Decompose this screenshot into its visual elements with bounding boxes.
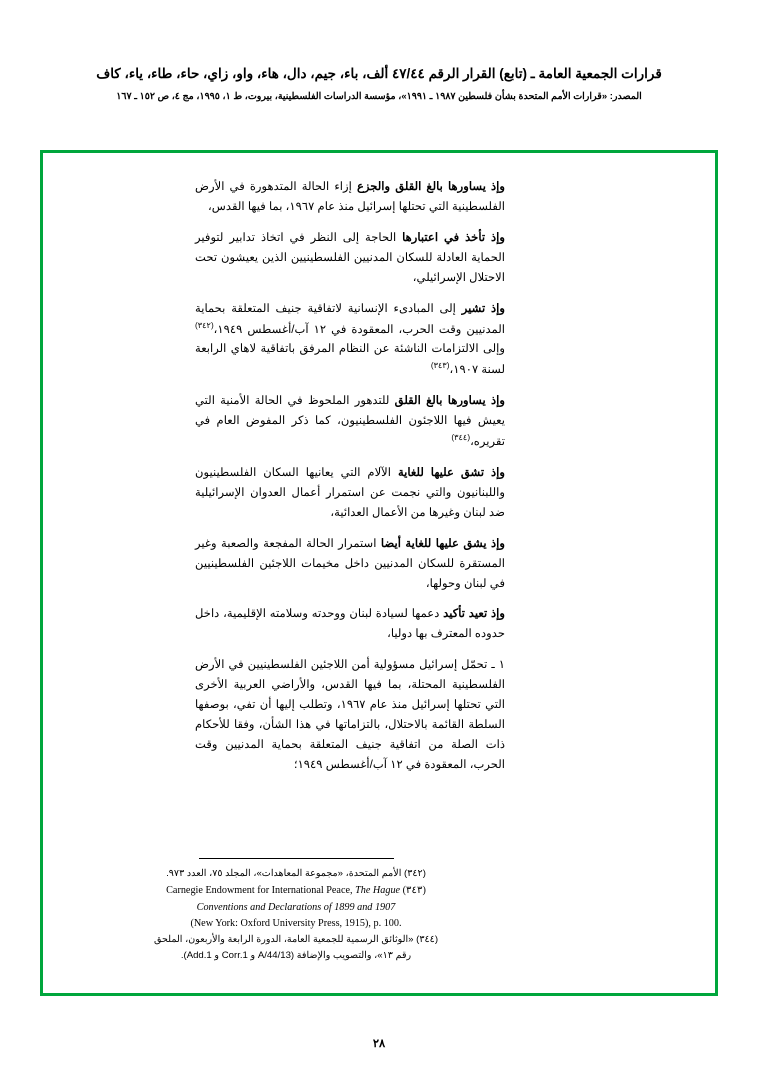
paragraph [195,391,505,452]
paragraph-rest: للتدهور الملحوظ في الحالة الأمنية التي يعيش فيها اللاجئون الفلسطينيون، كما ذكر المفوض العام في تقريره، [195,394,505,448]
paragraph-lead: وإذ تشق عليها للغاية [397,465,505,479]
paragraph-lead: وإذ تأخذ في اعتبارها [402,230,505,244]
paragraph-rest: ١ ـ تحمّل إسرائيل مسؤولية أمن اللاجئين الفلسطينيين في الأرض الفلسطينية المحتلة، بما فيها القدس، والأراضي العربية الأخرى التي تحتلها إسرائيل منذ عام ١٩٦٧، وتطلب إليها أن تفي، بوصفها السلطة القائمة بالاحتلال، بالتزاماتها في هذا الشأن، وفقا للأحكام ذات الصلة من اتفاقية جنيف المتعلقة بحماية المدنيين وقت الحرب، المعقودة في ١٢ آب/أغسطس ١٩٤٩؛ [195,658,505,772]
footnote-343-italic-2: Conventions and Declarations of 1899 and 1907 [196,901,396,913]
footnote-343-marker: (٣٤٣) [402,884,426,896]
paragraph-lead: وإذ تعيد تأكيد [443,607,505,621]
footnote-ref: (٣٤٣) [430,361,450,371]
paragraph-lead: وإذ تشير [461,301,506,315]
paragraph-tail: وإلى الالتزامات الناشئة عن النظام المرفق باتفاقية لاهاي الرابعة لسنة ١٩٠٧، [195,342,505,377]
footnote-ref: (٣٤٢) [195,320,214,330]
footnote-344-line1: (٣٤٤) «الوثائق الرسمية للجمعية العامة، الدورة الرابعة والأربعون، الملحق [153,934,439,946]
footnote-ref: (٣٤٤) [451,433,471,443]
footnote-342: (٣٤٢) الأمم المتحدة، «مجموعة المعاهدات»، المجلد ٧٥، العدد ٩٧٣. [166,867,426,879]
footnote-344-line2: رقم ١٣»، والتصويب والإضافة (A/44/13 و Corr.1 و Add.1). [180,950,412,962]
page-number: ٢٨ [372,1038,386,1050]
footnote-343-line2 [81,900,511,916]
page-header [0,64,758,104]
paragraph [195,604,505,644]
paragraph [195,228,505,288]
paragraph [195,299,505,380]
paragraph-lead: وإذ يشق عليها للغاية أيضا [380,536,505,550]
paragraph-lead: وإذ يساورها بالغ القلق [394,394,505,408]
footnote-343-italic: The Hague [355,884,401,896]
paragraph-rest: إزاء الحالة المتدهورة في الأرض الفلسطينية التي تحتلها إسرائيل منذ عام ١٩٦٧، بما فيها القدس، [195,180,505,213]
paragraph [195,177,505,217]
footnote-343-text-pre: Carnegie Endowment for International Peace, [166,884,356,896]
paragraph-rest: إلى المبادىء الإنسانية لاتفاقية جنيف المتعلقة بحماية المدنيين وقت الحرب، المعقودة في ١٢ آب/أغسطس ١٩٤٩، [195,301,506,336]
footnotes [81,858,511,965]
footnote-separator [199,858,394,859]
header-title: قرارات الجمعية العامة ـ (تابع) القرار الرقم ٤٧/٤٤ ألف، باء، جيم، دال، هاء، واو، زاي، حاء، طاء، ياء، كاف [96,66,662,81]
body-text [195,177,505,786]
content-frame [40,150,718,996]
paragraph-lead: وإذ يساورها بالغ القلق والجزع [356,180,505,193]
footnote-343-line1 [81,883,511,899]
header-source: المصدر: «قرارات الأمم المتحدة بشأن فلسطين ١٩٨٧ ـ ١٩٩١»، مؤسسة الدراسات الفلسطينية، بيروت، ط ١، ١٩٩٥، مج ٤، ص ١٥٢ ـ ١٦٧ [116,91,642,103]
paragraph-rest: دعمها لسيادة لبنان ووحدته وسلامته الإقليمية، داخل حدوده المعترف بها دوليا، [195,607,505,641]
footnote-343-line3: (New York: Oxford University Press, 1915), p. 100. [190,918,402,930]
paragraph [195,534,505,594]
paragraph-numbered [195,655,505,775]
paragraph-rest: الآلام التي يعانيها السكان الفلسطينيون واللبنانيون والتي نجمت عن استمرار أعمال العدوان الإسرائيلية ضد لبنان وغيرها من الأعمال العدائية، [195,465,505,519]
paragraph [195,463,505,523]
paragraph-rest: استمرار الحالة المفجعة والصعبة وغير المستقرة للسكان المدنيين داخل مخيمات اللاجئين الفلسطينيين في لبنان وحولها، [195,536,505,590]
paragraph-rest: الحاجة إلى النظر في اتخاذ تدابير لتوفير الحماية العادلة للسكان المدنيين الفلسطينيين الذين يعيشون تحت الاحتلال الإسرائيلي، [195,230,505,284]
